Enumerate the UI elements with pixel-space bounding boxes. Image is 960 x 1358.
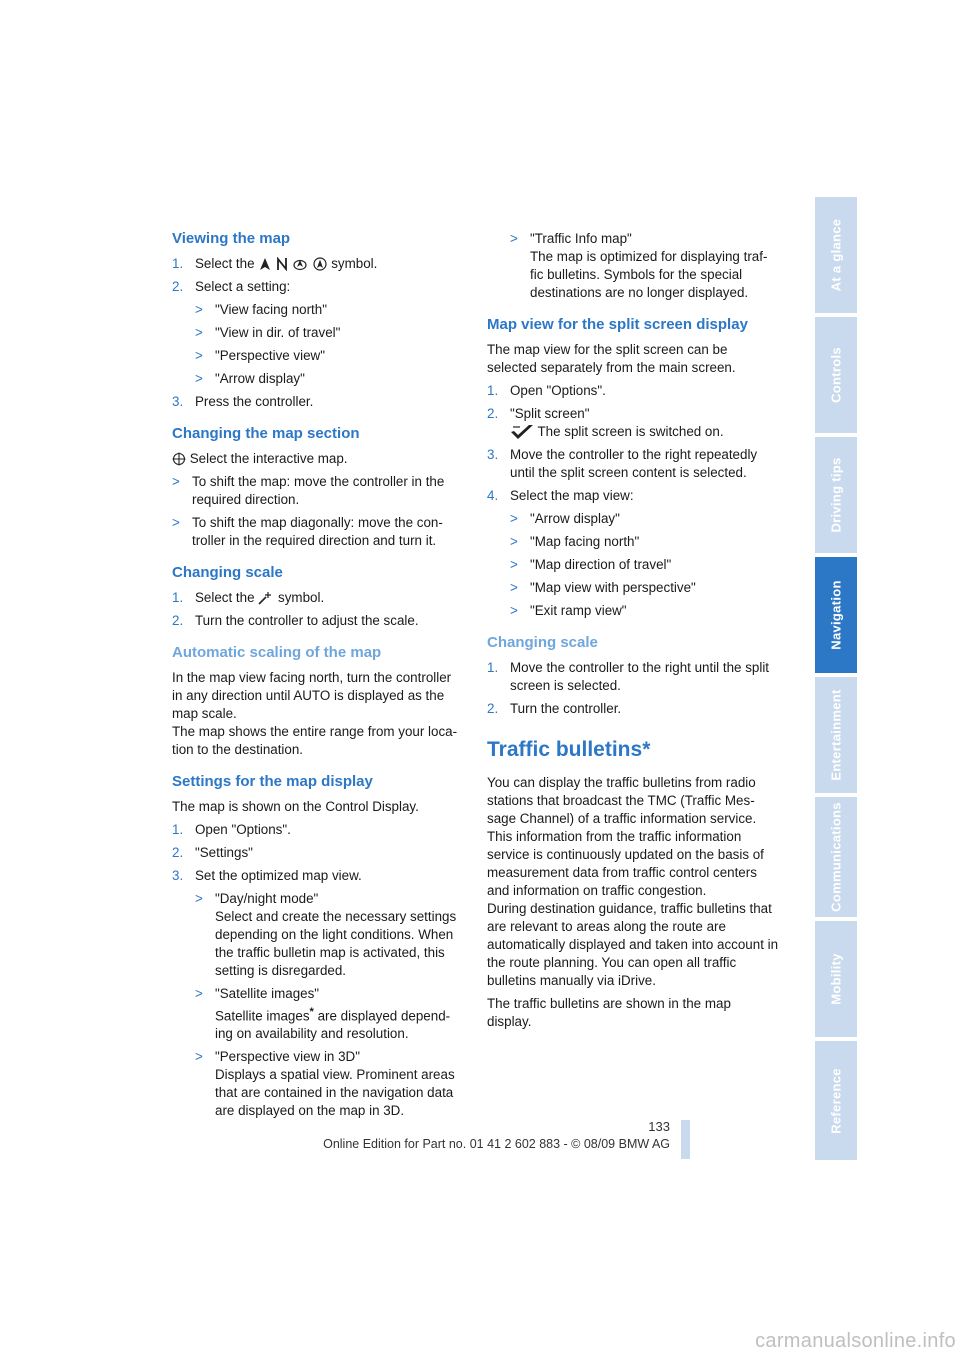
tab-label: Communications bbox=[828, 802, 844, 912]
bullet-marker: > bbox=[195, 302, 203, 317]
step-number: 3. bbox=[172, 394, 184, 409]
list-item bbox=[510, 556, 779, 574]
bullet-marker: > bbox=[510, 231, 518, 246]
step-text: Set the optimized map view. bbox=[195, 868, 362, 883]
step-text: Select the map view: bbox=[510, 488, 634, 503]
list-item bbox=[195, 985, 464, 1043]
step-number: 1. bbox=[487, 660, 499, 675]
step-text: "Settings" bbox=[195, 845, 253, 860]
bullet-text: To shift the map: move the controller in the required direction. bbox=[192, 474, 445, 507]
tab-entertainment[interactable] bbox=[815, 677, 857, 793]
tab-communications[interactable] bbox=[815, 797, 857, 917]
step-number: 4. bbox=[487, 488, 499, 503]
chapter-sidebar bbox=[815, 197, 857, 1160]
tab-label: Driving tips bbox=[828, 457, 844, 533]
step-number: 1. bbox=[487, 383, 499, 398]
option-text bbox=[215, 1003, 464, 1043]
step-text: Open "Options". bbox=[510, 383, 606, 398]
step-text: Open "Options". bbox=[195, 822, 291, 837]
step-number: 2. bbox=[172, 613, 184, 628]
list-item bbox=[510, 510, 779, 528]
step-3 bbox=[172, 393, 464, 411]
list-item bbox=[510, 230, 779, 302]
paragraph-text: During destination guidance, traffic bulletins that are relevant to areas along the route are automatically displayed and taken into account in the route planning. You can open all traffic bulletins manually via iDrive. bbox=[487, 901, 779, 988]
tab-controls[interactable] bbox=[815, 317, 857, 433]
step-1 bbox=[487, 382, 779, 400]
paragraph bbox=[487, 774, 779, 900]
step-text: Move the controller to the right until the split screen is selected. bbox=[510, 660, 770, 693]
note-text: The split screen is switched on. bbox=[537, 424, 724, 439]
tab-driving-tips[interactable] bbox=[815, 437, 857, 553]
tab-reference[interactable] bbox=[815, 1041, 857, 1160]
crosshair-icon bbox=[172, 452, 186, 466]
step-number: 3. bbox=[172, 868, 184, 883]
traffic-info-option bbox=[510, 230, 779, 302]
bullet-marker: > bbox=[195, 325, 203, 340]
option-title: "Traffic Info map" bbox=[530, 231, 632, 246]
bullet-marker: > bbox=[510, 580, 518, 595]
option-text: Select and create the necessary settings depending on the light conditions. When the traffic bulletin map is activated, this setting is disregarded. bbox=[215, 909, 457, 978]
heading-split-changing-scale: Changing scale bbox=[487, 634, 598, 651]
edition-note: Online Edition for Part no. 01 41 2 602 883 - © 08/09 BMW AG bbox=[323, 1137, 670, 1151]
step-number: 2. bbox=[172, 279, 184, 294]
paragraph-text: You can display the traffic bulletins from radio stations that broadcast the TMC (Traffic Mes-sage Channel) of a traffic information service. This information from the traffic information service is continuously updated on the basis of measurement data from traffic control centers and information on traffic congestion. bbox=[487, 775, 764, 898]
list-item bbox=[172, 514, 464, 550]
option-text: "View facing north" bbox=[215, 302, 327, 317]
right-column bbox=[487, 230, 779, 1036]
arrow-display-icon bbox=[312, 257, 328, 271]
option-title: "Perspective view in 3D" bbox=[215, 1049, 360, 1065]
step-note bbox=[510, 423, 779, 441]
heading-map-section: Changing the map section bbox=[172, 425, 360, 442]
step-text: Move the controller to the right repeatedly until the split screen content is selected. bbox=[510, 447, 758, 480]
step-number: 1. bbox=[172, 590, 184, 605]
bullet-marker: > bbox=[172, 515, 180, 530]
list-item bbox=[195, 890, 464, 980]
bullet-marker: > bbox=[172, 474, 180, 489]
step-text: Turn the controller. bbox=[510, 701, 622, 716]
tab-label: Mobility bbox=[828, 953, 844, 1005]
paragraph: The map view for the split screen can be selected separately from the main screen. bbox=[487, 342, 736, 375]
tab-label: Controls bbox=[828, 347, 844, 403]
bullet-marker: > bbox=[510, 603, 518, 618]
option-text-part: Satellite images bbox=[215, 1008, 310, 1024]
north-n-icon bbox=[276, 257, 288, 271]
step-text: Select the bbox=[195, 256, 255, 271]
perspective-icon bbox=[292, 257, 308, 271]
step-text: symbol. bbox=[278, 590, 325, 605]
tab-navigation[interactable] bbox=[815, 557, 857, 673]
left-column bbox=[172, 230, 464, 1125]
paragraph: The map is shown on the Control Display. bbox=[172, 799, 419, 814]
heading-automatic-scaling: Automatic scaling of the map bbox=[172, 644, 382, 661]
step-text: Press the controller. bbox=[195, 394, 314, 409]
tab-label: At a glance bbox=[828, 218, 844, 292]
list-item bbox=[510, 602, 779, 620]
tab-mobility[interactable] bbox=[815, 921, 857, 1037]
option-text: "Map view with perspective" bbox=[530, 580, 696, 595]
arrow-north-icon bbox=[258, 257, 272, 271]
list-item bbox=[195, 324, 464, 342]
option-text: "Exit ramp view" bbox=[530, 603, 627, 618]
option-text: "Map facing north" bbox=[530, 534, 640, 549]
checkmark-icon bbox=[510, 424, 534, 440]
heading-split-screen-view: Map view for the split screen display bbox=[487, 316, 748, 333]
tab-label: Entertainment bbox=[828, 689, 844, 781]
step-2 bbox=[172, 844, 464, 862]
step-3 bbox=[487, 446, 779, 482]
option-text: "Map direction of travel" bbox=[530, 557, 672, 572]
step-3 bbox=[172, 867, 464, 885]
heading-changing-scale: Changing scale bbox=[172, 564, 283, 581]
step-1 bbox=[487, 659, 779, 695]
paragraph bbox=[172, 669, 464, 723]
paragraph bbox=[172, 723, 464, 759]
option-text: Displays a spatial view. Prominent areas that are contained in the navigation data are displayed on the map in 3D. bbox=[215, 1067, 455, 1119]
list-item bbox=[510, 579, 779, 597]
step-number: 2. bbox=[487, 406, 499, 421]
option-text-part: are displayed depend-ing on availability and resolution. bbox=[215, 1008, 451, 1042]
bullet-marker: > bbox=[510, 557, 518, 572]
bullet-marker: > bbox=[195, 371, 203, 386]
step-1 bbox=[172, 255, 464, 273]
option-title: "Day/night mode" bbox=[215, 891, 319, 906]
options-list bbox=[195, 301, 464, 388]
heading-viewing-map: Viewing the map bbox=[172, 230, 291, 247]
list-item bbox=[195, 370, 464, 388]
option-text: "Arrow display" bbox=[530, 511, 620, 526]
list-item bbox=[195, 347, 464, 365]
step-number: 2. bbox=[172, 845, 184, 860]
list-item bbox=[510, 533, 779, 551]
bullet-marker: > bbox=[195, 986, 203, 1001]
step-text: Turn the controller to adjust the scale. bbox=[195, 613, 419, 628]
step-number: 1. bbox=[172, 822, 184, 837]
section-intro bbox=[172, 450, 464, 468]
option-title: "Satellite images" bbox=[215, 986, 320, 1001]
step-text: "Split screen" bbox=[510, 406, 590, 421]
option-text: The map is optimized for displaying traf-fic bulletins. Symbols for the special destinations are no longer displayed. bbox=[530, 249, 768, 300]
heading-map-display-settings: Settings for the map display bbox=[172, 773, 373, 790]
step-2 bbox=[172, 612, 464, 630]
paragraph-text: In the map view facing north, turn the controller in any direction until AUTO is displayed as the map scale. bbox=[172, 670, 452, 721]
tab-label: Navigation bbox=[828, 580, 844, 650]
settings-options bbox=[195, 890, 464, 1120]
step-4 bbox=[487, 487, 779, 505]
step-2 bbox=[487, 405, 779, 441]
step-text: Select the bbox=[195, 590, 255, 605]
step-text: Select a setting: bbox=[195, 279, 291, 294]
step-text: symbol. bbox=[331, 256, 378, 271]
option-text: "View in dir. of travel" bbox=[215, 325, 341, 340]
paragraph bbox=[487, 900, 779, 990]
page-number: 133 bbox=[648, 1119, 670, 1134]
watermark: carmanualsonline.info bbox=[755, 1330, 956, 1352]
split-options-list bbox=[510, 510, 779, 620]
bullet-marker: > bbox=[195, 348, 203, 363]
footer-bar bbox=[681, 1120, 690, 1159]
step-1 bbox=[172, 821, 464, 839]
tab-at-a-glance[interactable] bbox=[815, 197, 857, 313]
scale-icon bbox=[258, 591, 274, 605]
option-text: "Arrow display" bbox=[215, 371, 305, 386]
list-item bbox=[172, 473, 464, 509]
step-2 bbox=[172, 278, 464, 296]
step-number: 3. bbox=[487, 447, 499, 462]
paragraph-text: The map shows the entire range from your loca-tion to the destination. bbox=[172, 724, 458, 757]
step-number: 2. bbox=[487, 701, 499, 716]
bullet-text: To shift the map diagonally: move the con-troller in the required direction and turn it. bbox=[192, 515, 443, 548]
bullet-marker: > bbox=[195, 891, 203, 906]
step-number: 1. bbox=[172, 256, 184, 271]
paragraph-text: The traffic bulletins are shown in the map display. bbox=[487, 996, 731, 1029]
asterisk-marker: * bbox=[309, 1006, 314, 1018]
list-item bbox=[195, 301, 464, 319]
step-1 bbox=[172, 589, 464, 607]
list-item bbox=[195, 1048, 464, 1120]
option-text: "Perspective view" bbox=[215, 348, 325, 363]
bullet-marker: > bbox=[510, 511, 518, 526]
bullet-marker: > bbox=[195, 1049, 203, 1065]
paragraph bbox=[487, 995, 779, 1031]
heading-traffic-bulletins: Traffic bulletins* bbox=[487, 738, 651, 761]
intro-text: Select the interactive map. bbox=[189, 451, 348, 466]
step-2 bbox=[487, 700, 779, 718]
tab-label: Reference bbox=[828, 1067, 844, 1134]
bullet-marker: > bbox=[510, 534, 518, 549]
